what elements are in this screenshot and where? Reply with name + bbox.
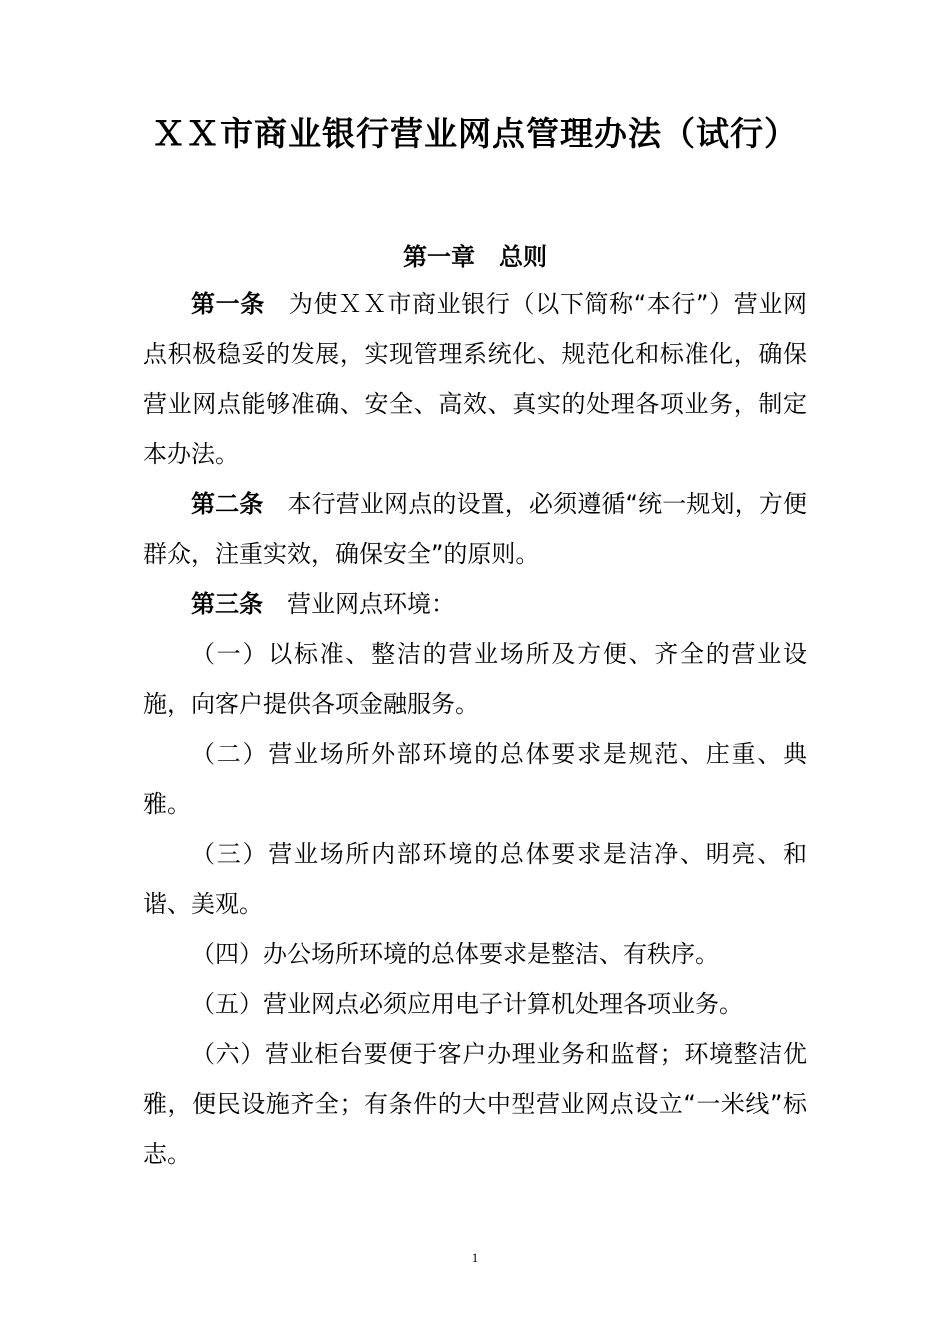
article-text: 本行营业网点的设置，必须遵循“统一规划，方便群众，注重实效，确保安全”的原则。 — [143, 490, 808, 568]
chapter-heading: 第一章 总则 — [403, 243, 547, 271]
page-number: 1 — [471, 1250, 479, 1265]
list-item: （六）营业柜台要便于客户办理业务和监督；环境整洁优雅，便民设施齐全；有条件的大中型营业网点设立“一米线”标志。 — [143, 1040, 807, 1168]
article-label: 第三条 — [191, 590, 263, 618]
list-item: （二）营业场所外部环境的总体要求是规范、庄重、典雅。 — [143, 740, 807, 818]
article-label: 第一条 — [191, 290, 265, 318]
article-text: 为使ＸＸ市商业银行（以下简称“本行”）营业网点积极稳妥的发展，实现管理系统化、规范化和标准化，确保营业网点能够准确、安全、高效、真实的处理各项业务，制定本办法。 — [143, 290, 807, 468]
article-paragraph — [143, 579, 807, 629]
list-item: （一）以标准、整洁的营业场所及方便、齐全的营业设施，向客户提供各项金融服务。 — [143, 640, 807, 718]
article-text: 营业网点环境： — [287, 590, 455, 618]
article-label: 第二条 — [191, 490, 264, 518]
list-item: （五）营业网点必须应用电子计算机处理各项业务。 — [191, 990, 743, 1018]
list-item: （三）营业场所内部环境的总体要求是洁净、明亮、和谐、美观。 — [143, 840, 807, 918]
article-paragraph — [143, 479, 807, 579]
list-item: （四）办公场所环境的总体要求是整洁、有秩序。 — [191, 940, 719, 968]
document-title: ＸＸ市商业银行营业网点管理办法（试行） — [152, 114, 798, 153]
document-body — [143, 279, 807, 1179]
article-paragraph — [143, 279, 807, 479]
